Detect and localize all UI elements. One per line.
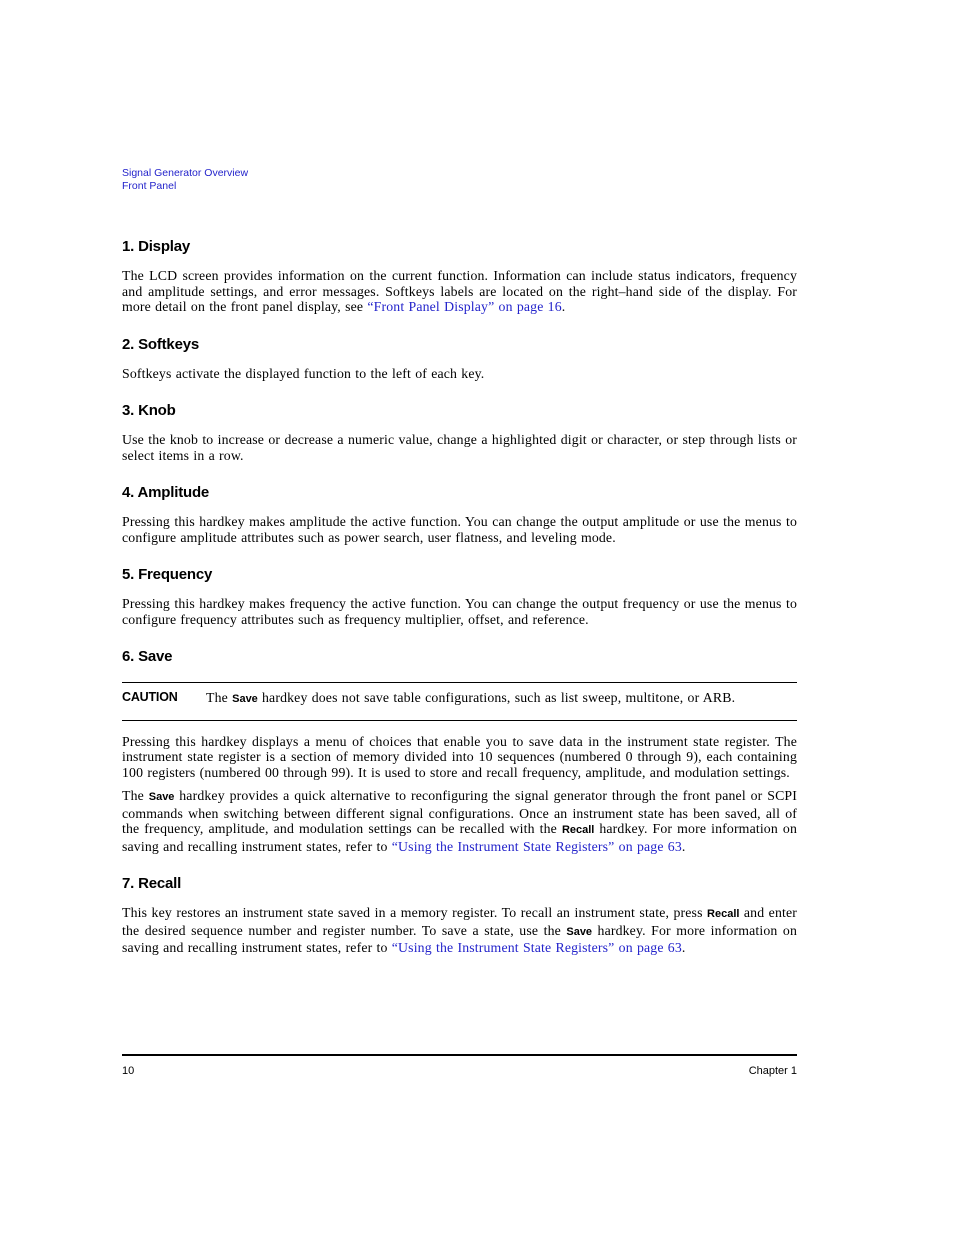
paragraph: Pressing this hardkey displays a menu of choices that enable you to save data in the instrument state register. The instrument state register is a section of memory divided into 10 sequences (numbered 0 through 9), each containing 100 registers (numbered 00 through 99). It is used to store and recall frequency, amplitude, and modulation settings. [122, 733, 797, 780]
section-heading-save: 6. Save [122, 648, 173, 665]
instrument-state-registers-link[interactable]: “Using the Instrument State Registers” on page 63 [391, 838, 682, 854]
body-text: This key restores an instrument state saved in a memory register. To recall an instrument state, press [122, 905, 708, 920]
section-save [122, 648, 797, 854]
front-panel-display-link[interactable]: “Front Panel Display” on page 16 [367, 299, 562, 314]
body-text: hardkey. For more information on saving and recalling instrument states, refer to [122, 821, 798, 854]
paragraph: Softkeys activate the displayed function to the left of each key. [122, 365, 485, 381]
caution-label: CAUTION [122, 690, 178, 704]
section-heading-recall: 7. Recall [122, 875, 182, 892]
body-text: and enter the desired sequence number and register number. To save a state, use the [122, 905, 798, 938]
section-heading-amplitude: 4. Amplitude [122, 484, 210, 501]
hardkey-label-recall: Recall [561, 824, 595, 836]
caution-box [122, 682, 797, 721]
paragraph [122, 268, 797, 315]
section-amplitude [122, 484, 797, 545]
hardkey-label-save: Save [566, 925, 593, 938]
body-text: hardkey. For more information on saving and recalling instrument states, refer to [122, 922, 797, 955]
section-recall [122, 875, 797, 956]
caution-text [206, 690, 797, 708]
hardkey-label-save: Save [232, 693, 258, 705]
section-frequency [122, 566, 797, 627]
hardkey-label-recall: Recall [707, 908, 740, 920]
section-heading-softkeys: 2. Softkeys [122, 335, 200, 353]
section-heading-display: 1. Display [122, 238, 191, 255]
page-footer [122, 1054, 797, 1077]
body-text: The [206, 690, 233, 705]
body-text: hardkey does not save table configurations, such as list sweep, multitone, or ARB. [257, 690, 736, 705]
page-content [122, 238, 797, 956]
paragraph: Pressing this hardkey makes amplitude the active function. You can change the output amplitude or use the menus to configure amplitude attributes such as power search, user flatness, and leveling mode. [122, 514, 797, 545]
body-text: The LCD screen provides information on the current function. Information can include status indicators, frequency and amplitude settings, and error messages. Softkeys labels are located on the right–hand side of the display. For more detail on the front panel display, see [122, 268, 797, 314]
running-header-subtitle: Front Panel [122, 179, 177, 192]
section-heading-knob: 3. Knob [122, 402, 176, 419]
section-knob [122, 402, 797, 463]
section-heading-frequency: 5. Frequency [122, 566, 213, 583]
hardkey-label-save: Save [148, 791, 175, 803]
body-text: . [681, 940, 686, 955]
section-display [122, 238, 797, 315]
chapter-label: Chapter 1 [748, 1065, 797, 1077]
paragraph: Use the knob to increase or decrease a numeric value, change a highlighted digit or character, or step through lists or select items in a row. [122, 432, 797, 463]
instrument-state-registers-link[interactable]: “Using the Instrument State Registers” on page 63 [391, 940, 682, 955]
body-text: hardkey provides a quick alternative to reconfiguring the signal generator through the front panel or SCPI commands when switching between different signal configurations. Once an instrument state has been saved, all of the frequency, amplitude, and modulation settings can be recalled with the [122, 788, 797, 836]
body-text: . [561, 299, 566, 314]
paragraph: Pressing this hardkey makes frequency the active function. You can change the output frequency or use the menus to configure frequency attributes such as frequency multiplier, offset, and reference. [122, 596, 797, 627]
body-text: The [122, 788, 149, 803]
paragraph [122, 905, 797, 956]
running-header [122, 167, 248, 192]
section-softkeys [122, 336, 797, 382]
body-text: . [681, 838, 686, 854]
paragraph [122, 788, 797, 854]
running-header-title: Signal Generator Overview [122, 167, 249, 179]
page-number: 10 [122, 1065, 135, 1077]
